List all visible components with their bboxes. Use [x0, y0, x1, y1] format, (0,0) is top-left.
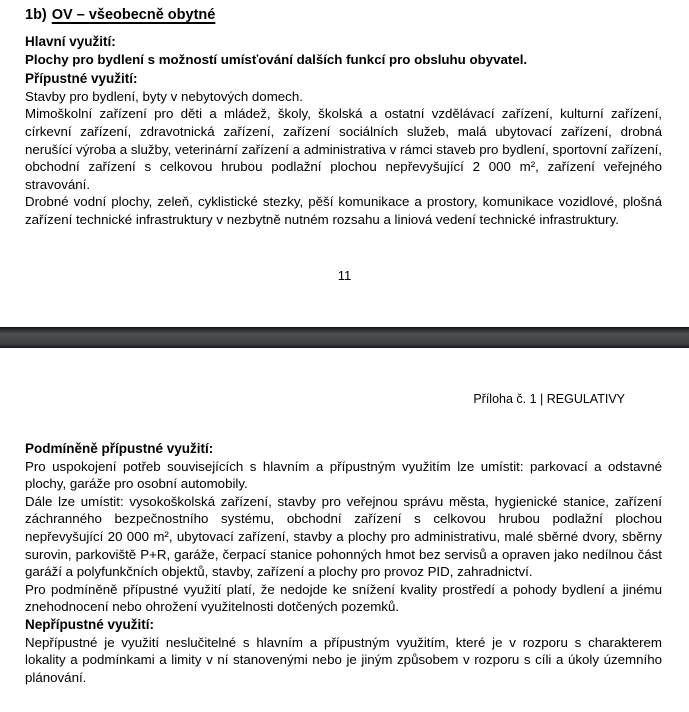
- paragraph: Nepřípustné je využití neslučitelné s hlavním a přípustným využitím, které je v rozporu s charakterem lokality a podmínkami a limity v ní stanovenými nebo je jiným způsobem v rozporu s cíli a úkoly územního plánování.: [25, 634, 662, 685]
- section-heading-number: 1b): [25, 7, 47, 23]
- paragraph: Drobné vodní plochy, zeleň, cyklistické stezky, pěší komunikace a prostory, komunikace vozidlové, plošná zařízení technické infrastruktury v nezbytně nutném rozsahu a liniová vedení technické infrastruktury.: [25, 194, 662, 227]
- paragraph: Pro uspokojení potřeb souvisejících s hlavním a přípustným využitím lze umístit: parkovací a odstavné plochy, garáže pro osobní automobily.: [25, 458, 662, 492]
- hlavni-vyuziti-text: Plochy pro bydlení s možností umísťování dalších funkcí pro obsluhu obyvatel.: [25, 51, 528, 67]
- page-12: [0, 348, 689, 712]
- section-heading: [25, 6, 662, 24]
- page-separator: [0, 327, 689, 348]
- hlavni-vyuziti-heading: Hlavní využití:: [25, 34, 116, 49]
- pripustne-vyuziti-heading: Přípustné využití:: [25, 71, 138, 87]
- paragraph: Mimoškolní zařízení pro děti a mládež, školy, školská a ostatní vzdělávací zařízení, kulturní zařízení, církevní zařízení, zdravotnická zařízení, zařízení sociálních služeb, malá ubytovací zařízení, drobná nerušící výroba a služby, veterinární zařízení a administrativa v rámci staveb pro bydlení, sportovní zařízení, obchodní zařízení s celkovou hrubou podlažní plochou nepřevyšující 2 000 m², zařízení veřejného stravování.: [25, 106, 662, 192]
- paragraph: Stavby pro bydlení, byty v nebytových domech.: [25, 88, 303, 104]
- attachment-header: Příloha č. 1 | REGULATIVY: [473, 392, 625, 406]
- section-heading-title: OV – všeobecně obytné: [51, 7, 216, 23]
- page-11: [0, 0, 689, 327]
- paragraph: Pro podmíněně přípustné využití platí, že nedojde ke snížení kvality prostředí a pohody bydlení a jinému znehodnocení nebo ohrožení využitelnosti dotčených pozemků.: [25, 581, 662, 615]
- page-number: 11: [337, 268, 352, 283]
- paragraph: Dále lze umístit: vysokoškolská zařízení, stavby pro veřejnou správu města, hygienické stanice, zařízení záchranného bezpečnostního systému, obchodní zařízení s celkovou hrubou podlažní plochou nepřevyšující 20 000 m², ubytovací zařízení, stavby a plochy pro administrativu, malé sběrné dvory, sběrny surovin, parkoviště P+R, garáže, čerpací stanice pohonných hmot bez servisů a opraven jako nedílnou část garáží a polyfunkčních objektů, stavby, zařízení a plochy pro provoz PID, zahradnictví.: [25, 493, 662, 580]
- podminene-pripustne-heading: Podmíněně přípustné využití:: [25, 441, 214, 456]
- nepripustne-vyuziti-heading: Nepřípustné využití:: [25, 616, 155, 632]
